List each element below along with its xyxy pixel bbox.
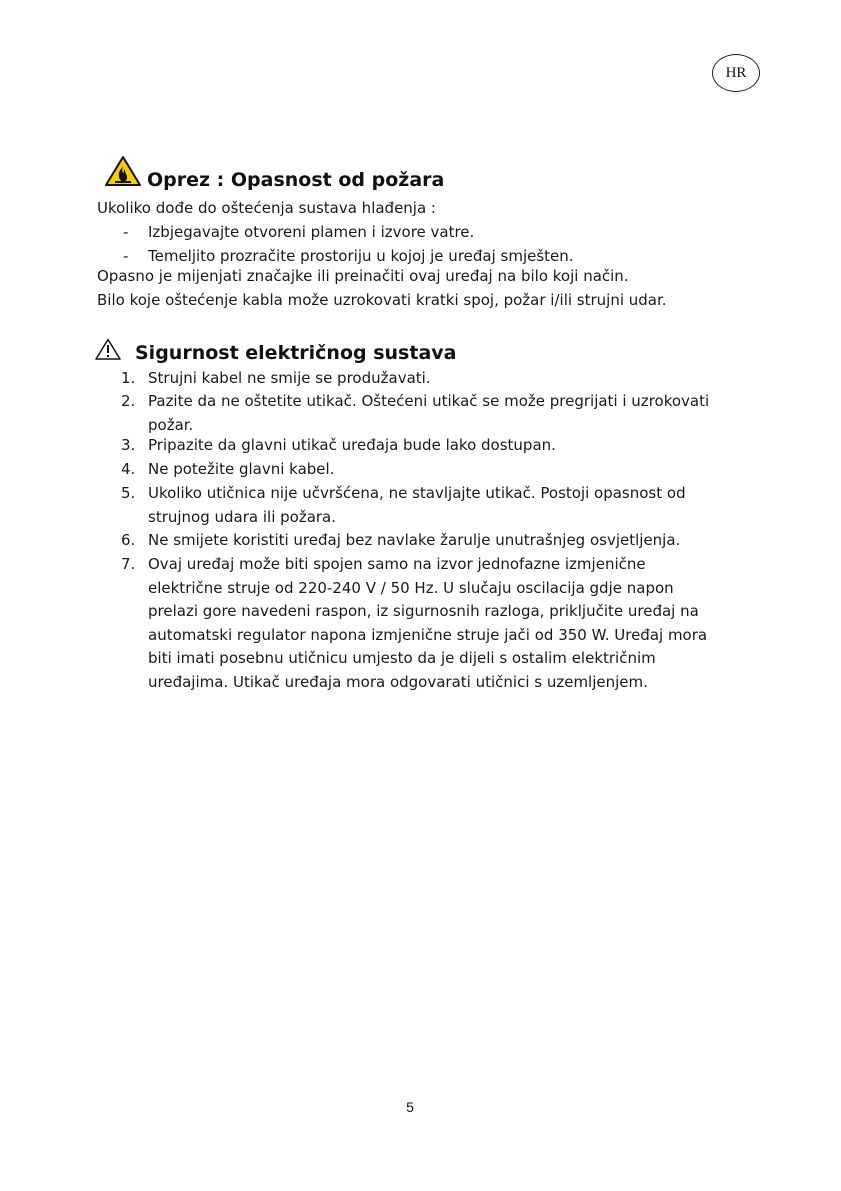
- list-item-continuation: biti imati posebnu utičnicu umjesto da je dijeli s ostalim električnim: [148, 649, 656, 667]
- list-marker: 4.: [121, 460, 136, 478]
- electrical-safety-heading: Sigurnost električnog sustava: [135, 342, 457, 364]
- language-badge: HR: [712, 54, 760, 92]
- list-item: Ukoliko utičnica nije učvršćena, ne stavljajte utikač. Postoji opasnost od: [148, 484, 686, 502]
- list-marker: 7.: [121, 555, 136, 573]
- list-item-continuation: prelazi gore navedeni raspon, iz sigurnosnih razloga, priključite uređaj na: [148, 602, 699, 620]
- list-item: Ovaj uređaj može biti spojen samo na izvor jednofazne izmjenične: [148, 555, 646, 573]
- bullet-marker: -: [123, 223, 129, 241]
- list-item-continuation: električne struje od 220-240 V / 50 Hz. U slučaju oscilacija gdje napon: [148, 579, 674, 597]
- list-item-continuation: požar.: [148, 416, 194, 434]
- list-item: Ne smijete koristiti uređaj bez navlake žarulje unutrašnjeg osvjetljenja.: [148, 531, 681, 549]
- caution-icon: [95, 338, 121, 360]
- list-marker: 5.: [121, 484, 136, 502]
- list-item-continuation: uređajima. Utikač uređaja mora odgovarati utičnici s uzemljenjem.: [148, 673, 648, 691]
- list-item-continuation: automatski regulator napona izmjenične struje jači od 350 W. Uređaj mora: [148, 626, 708, 644]
- list-marker: 3.: [121, 436, 136, 454]
- fire-line-2: Bilo koje oštećenje kabla može uzrokovati kratki spoj, požar i/ili strujni udar.: [97, 291, 667, 309]
- fire-line-1: Opasno je mijenjati značajke ili preinačiti ovaj uređaj na bilo koji način.: [97, 267, 629, 285]
- fire-hazard-heading: Oprez : Opasnost od požara: [147, 169, 445, 191]
- list-item: Pazite da ne oštetite utikač. Oštećeni utikač se može pregrijati i uzrokovati: [148, 392, 710, 410]
- list-marker: 2.: [121, 392, 136, 410]
- list-item: Pripazite da glavni utikač uređaja bude lako dostupan.: [148, 436, 556, 454]
- page-number: 5: [406, 1099, 414, 1115]
- flammable-warning-icon: [104, 155, 142, 187]
- list-item-continuation: strujnog udara ili požara.: [148, 508, 337, 526]
- list-item: Ne potežite glavni kabel.: [148, 460, 335, 478]
- fire-intro: Ukoliko dođe do oštećenja sustava hlađenja :: [97, 199, 436, 217]
- bullet-marker: -: [123, 247, 129, 265]
- list-marker: 6.: [121, 531, 136, 549]
- fire-bullet-1: Izbjegavajte otvoreni plamen i izvore vatre.: [148, 223, 475, 241]
- list-item: Strujni kabel ne smije se produžavati.: [148, 369, 431, 387]
- list-marker: 1.: [121, 369, 136, 387]
- fire-bullet-2: Temeljito prozračite prostoriju u kojoj je uređaj smješten.: [148, 247, 574, 265]
